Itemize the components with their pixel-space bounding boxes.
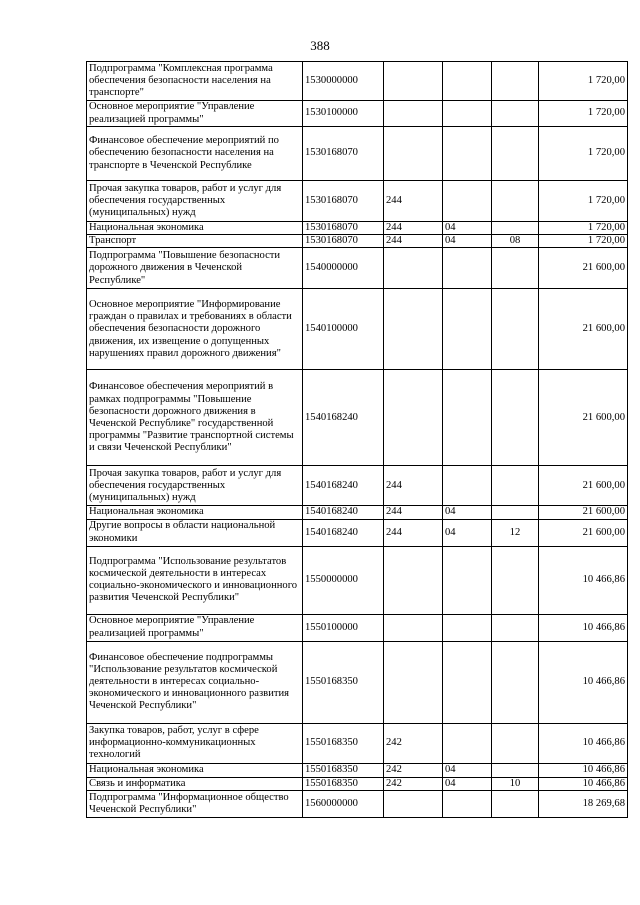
row-expense-type: 244 (384, 466, 443, 506)
row-expense-type: 244 (384, 519, 443, 546)
row-name: Национальная экономика (87, 506, 303, 519)
row-target-code: 1540168240 (303, 370, 384, 466)
row-expense-type (384, 248, 443, 289)
row-subsection (492, 289, 539, 370)
row-expense-type (384, 790, 443, 817)
row-target-code: 1540000000 (303, 248, 384, 289)
row-subsection (492, 614, 539, 641)
row-amount: 18 269,68 (539, 790, 628, 817)
row-section (443, 641, 492, 723)
table-row (87, 790, 628, 817)
row-target-code: 1530000000 (303, 62, 384, 101)
table-row (87, 289, 628, 370)
row-expense-type (384, 101, 443, 127)
row-amount: 21 600,00 (539, 519, 628, 546)
row-target-code: 1540168240 (303, 466, 384, 506)
row-subsection (492, 641, 539, 723)
row-target-code: 1550000000 (303, 546, 384, 614)
table-row (87, 222, 628, 235)
row-expense-type: 242 (384, 763, 443, 777)
table-row (87, 62, 628, 101)
row-amount: 1 720,00 (539, 235, 628, 248)
table-row (87, 546, 628, 614)
row-name: Прочая закупка товаров, работ и услуг для обеспечения государственных (муниципальных) нужд (87, 181, 303, 222)
row-section (443, 101, 492, 127)
row-section (443, 248, 492, 289)
row-expense-type (384, 546, 443, 614)
row-target-code: 1530168070 (303, 127, 384, 181)
table-row (87, 235, 628, 248)
row-target-code: 1550168350 (303, 763, 384, 777)
row-name: Подпрограмма "Информационное общество Чеченской Республики" (87, 790, 303, 817)
row-name: Национальная экономика (87, 763, 303, 777)
row-subsection (492, 546, 539, 614)
row-amount: 1 720,00 (539, 222, 628, 235)
table-row (87, 763, 628, 777)
row-subsection (492, 101, 539, 127)
row-section: 04 (443, 506, 492, 519)
row-expense-type (384, 641, 443, 723)
row-target-code: 1540168240 (303, 506, 384, 519)
row-name: Закупка товаров, работ, услуг в сфере информационно-коммуникационных технологий (87, 723, 303, 763)
row-section: 04 (443, 235, 492, 248)
table-row (87, 614, 628, 641)
table-row (87, 519, 628, 546)
row-amount: 1 720,00 (539, 101, 628, 127)
row-target-code: 1530168070 (303, 222, 384, 235)
row-name: Транспорт (87, 235, 303, 248)
row-target-code: 1550168350 (303, 777, 384, 790)
row-target-code: 1550168350 (303, 641, 384, 723)
row-subsection (492, 62, 539, 101)
row-amount: 1 720,00 (539, 127, 628, 181)
row-expense-type: 244 (384, 181, 443, 222)
row-section (443, 289, 492, 370)
row-section: 04 (443, 777, 492, 790)
row-amount: 10 466,86 (539, 614, 628, 641)
row-section: 04 (443, 763, 492, 777)
table-row (87, 370, 628, 466)
row-amount: 21 600,00 (539, 370, 628, 466)
row-amount: 21 600,00 (539, 506, 628, 519)
table-row (87, 248, 628, 289)
row-section (443, 127, 492, 181)
row-amount: 1 720,00 (539, 181, 628, 222)
row-name: Финансовое обеспечение подпрограммы "Использование результатов космической деятельности в интересах социально-экономического и инновационного развития Чеченской Республики" (87, 641, 303, 723)
row-subsection (492, 763, 539, 777)
row-section (443, 614, 492, 641)
table-row (87, 506, 628, 519)
table-row (87, 641, 628, 723)
table-row (87, 777, 628, 790)
table-row (87, 723, 628, 763)
row-target-code: 1560000000 (303, 790, 384, 817)
row-expense-type (384, 614, 443, 641)
row-name: Подпрограмма "Использование результатов космической деятельности в интересах социально-экономического и инновационного развития Чеченской Республики" (87, 546, 303, 614)
row-name: Прочая закупка товаров, работ и услуг для обеспечения государственных (муниципальных) нужд (87, 466, 303, 506)
row-subsection (492, 222, 539, 235)
row-subsection (492, 127, 539, 181)
row-target-code: 1530100000 (303, 101, 384, 127)
row-amount: 1 720,00 (539, 62, 628, 101)
row-amount: 21 600,00 (539, 248, 628, 289)
row-amount: 10 466,86 (539, 546, 628, 614)
row-name: Подпрограмма "Комплексная программа обеспечения безопасности населения на транспорте" (87, 62, 303, 101)
row-name: Основное мероприятие "Управление реализацией программы" (87, 614, 303, 641)
page-number: 388 (310, 38, 330, 53)
row-expense-type: 244 (384, 235, 443, 248)
row-amount: 10 466,86 (539, 641, 628, 723)
row-section: 04 (443, 222, 492, 235)
row-target-code: 1530168070 (303, 235, 384, 248)
table-row (87, 181, 628, 222)
row-expense-type (384, 289, 443, 370)
row-subsection (492, 181, 539, 222)
row-name: Другие вопросы в области национальной экономики (87, 519, 303, 546)
row-target-code: 1540168240 (303, 519, 384, 546)
row-name: Подпрограмма "Повышение безопасности дорожного движения в Чеченской Республике" (87, 248, 303, 289)
row-subsection (492, 790, 539, 817)
row-name: Основное мероприятие "Информирование граждан о правилах и требованиях в области обеспечения безопасности дорожного движения, их извещение о допущенных нарушениях правил дорожного движения" (87, 289, 303, 370)
row-subsection: 12 (492, 519, 539, 546)
row-amount: 10 466,86 (539, 723, 628, 763)
row-target-code: 1550100000 (303, 614, 384, 641)
row-expense-type: 244 (384, 506, 443, 519)
row-amount: 10 466,86 (539, 763, 628, 777)
row-name: Связь и информатика (87, 777, 303, 790)
row-expense-type: 244 (384, 222, 443, 235)
row-section (443, 790, 492, 817)
row-section (443, 546, 492, 614)
row-target-code: 1550168350 (303, 723, 384, 763)
row-section (443, 370, 492, 466)
row-subsection (492, 723, 539, 763)
row-subsection (492, 248, 539, 289)
row-subsection (492, 370, 539, 466)
row-expense-type (384, 370, 443, 466)
row-expense-type (384, 127, 443, 181)
row-name: Основное мероприятие "Управление реализацией программы" (87, 101, 303, 127)
table-row (87, 101, 628, 127)
row-target-code: 1540100000 (303, 289, 384, 370)
row-name: Национальная экономика (87, 222, 303, 235)
row-section (443, 62, 492, 101)
row-subsection (492, 506, 539, 519)
table-row (87, 466, 628, 506)
row-amount: 21 600,00 (539, 289, 628, 370)
row-amount: 21 600,00 (539, 466, 628, 506)
budget-table (86, 61, 628, 818)
row-amount: 10 466,86 (539, 777, 628, 790)
row-section (443, 723, 492, 763)
row-section: 04 (443, 519, 492, 546)
row-expense-type: 242 (384, 777, 443, 790)
row-subsection: 08 (492, 235, 539, 248)
row-section (443, 181, 492, 222)
row-subsection (492, 466, 539, 506)
row-name: Финансовое обеспечение мероприятий по обеспечению безопасности населения на транспорте в Чеченской Республике (87, 127, 303, 181)
row-expense-type: 242 (384, 723, 443, 763)
row-target-code: 1530168070 (303, 181, 384, 222)
row-name: Финансовое обеспечения мероприятий в рамках подпрограммы "Повышение безопасности дорожного движения в Чеченской Республике" государственной программы "Развитие транспортной системы и связи Чеченской Республики" (87, 370, 303, 466)
row-expense-type (384, 62, 443, 101)
row-section (443, 466, 492, 506)
row-subsection: 10 (492, 777, 539, 790)
table-row (87, 127, 628, 181)
